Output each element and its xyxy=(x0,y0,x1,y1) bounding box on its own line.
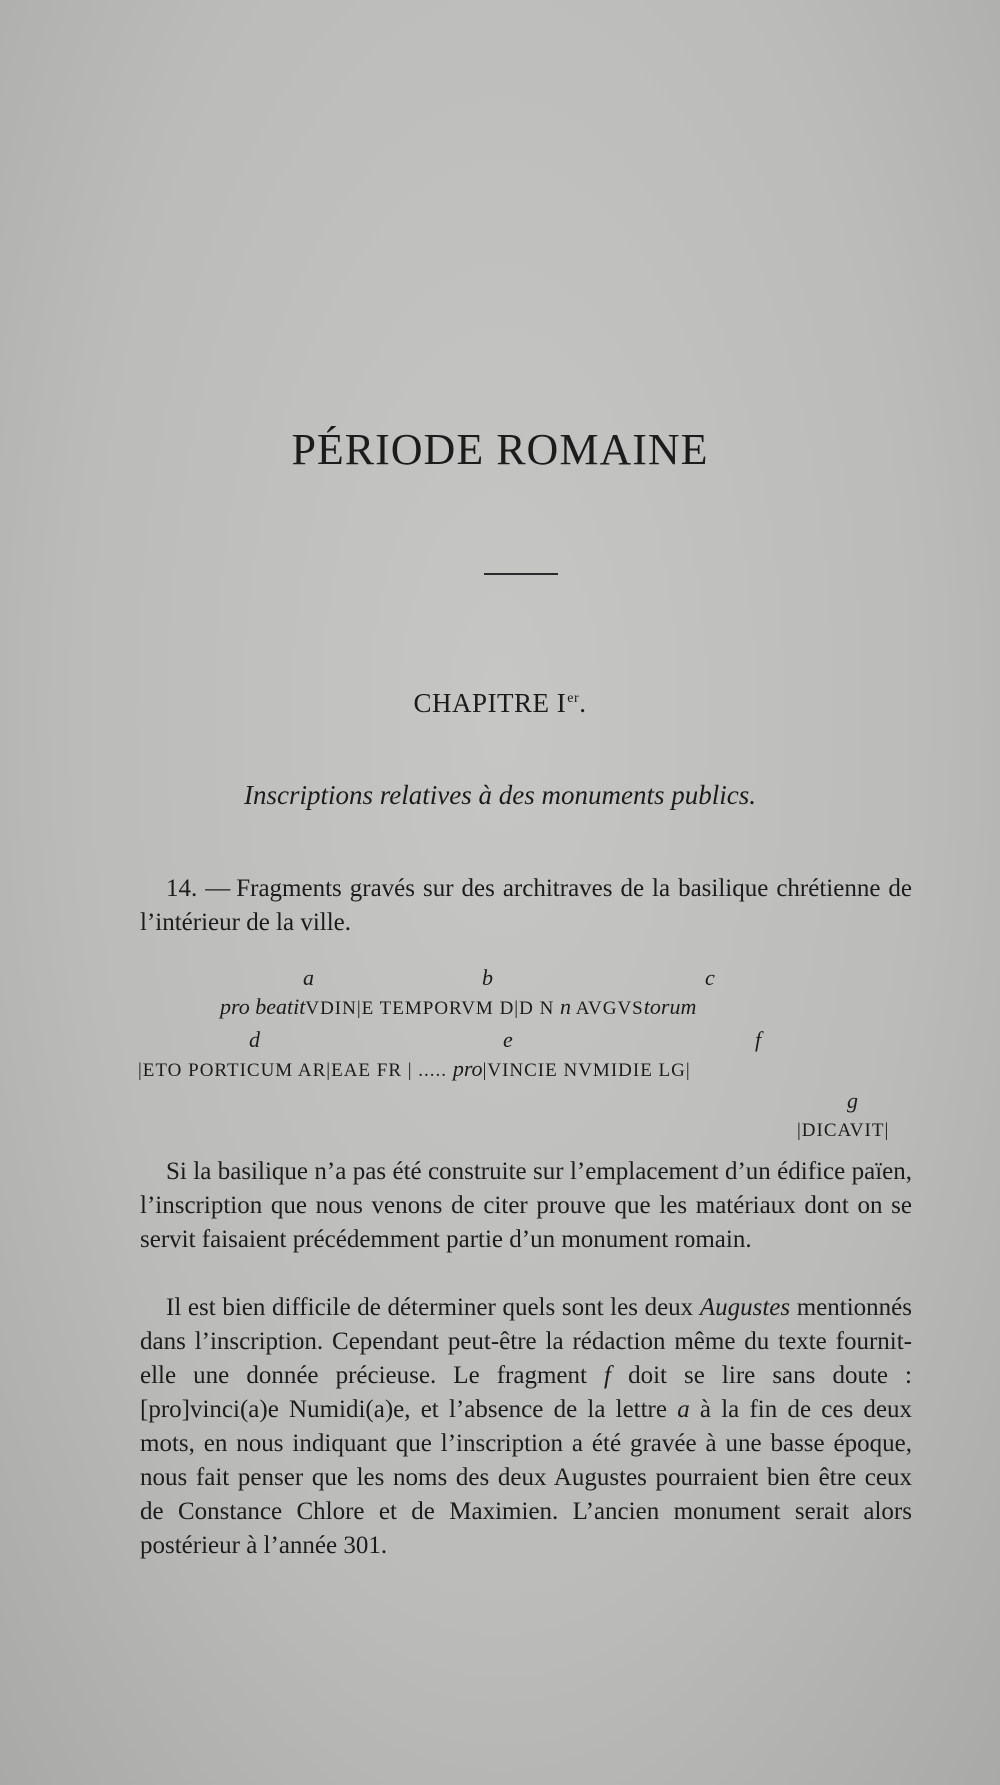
paragraph-2-italic2: f xyxy=(604,1362,611,1389)
paragraph-1-text: Si la basilique n’a pas été construite sur l’emplacement d’un édifice païen, l’inscription que nous venons de citer prouve que les matériaux dont on se servit faisaient précédemment partie d’un monument romain. xyxy=(140,1158,912,1253)
inscription-line-3 xyxy=(797,1117,889,1142)
entry-14 xyxy=(140,872,912,940)
title-rule xyxy=(484,573,558,575)
inscription-line1-part5: torum xyxy=(643,994,697,1019)
paragraph-2-italic1: Augustes xyxy=(699,1294,791,1321)
chapter-label: CHAPITRE I xyxy=(413,688,567,718)
fragment-label-a: a xyxy=(303,965,314,990)
paragraph-2-part4: à la fin de ces deux mots, en nous indiquant que l’inscription a été gravée à une basse époque, nous fait penser que les noms des deux Augustes pourraient bien être ceux de Constance Chlore et de Maximien. L’ancien monument serait alors postérieur à l’année 301. xyxy=(140,1396,912,1559)
paragraph-2 xyxy=(140,1291,912,1563)
inscription-line2-part2: pro xyxy=(452,1056,483,1081)
fragment-label-g: g xyxy=(847,1088,858,1113)
inscription-line2-part3: |VINCIE NVMIDIE LG| xyxy=(482,1060,691,1081)
entry-number: 14. — xyxy=(166,875,231,902)
inscription-line1-part1: pro beatit xyxy=(220,994,306,1019)
part-title: PÉRIODE ROMAINE xyxy=(291,425,709,474)
fragment-label-b: b xyxy=(482,965,493,990)
inscription-line1-part3: n xyxy=(560,994,572,1019)
inscription-line-1 xyxy=(220,994,696,1020)
chapter-subtitle: Inscriptions relatives à des monuments publics. xyxy=(244,780,756,810)
inscription-line1-part4: AVGVS xyxy=(571,998,644,1019)
paragraph-2-part2: mentionnés dans l’inscription. Cependant peut-être la rédaction même du texte fournit-elle une donnée précieuse. Le fragment xyxy=(140,1294,912,1389)
fragment-label-f: f xyxy=(755,1027,762,1052)
inscription-line-2 xyxy=(138,1056,691,1082)
paragraph-2-part1: Il est bien difficile de déterminer quels sont les deux xyxy=(166,1294,700,1321)
paragraph-1 xyxy=(140,1155,912,1257)
inscription-line3-text: |DICAVIT| xyxy=(797,1120,890,1141)
chapter-heading xyxy=(0,688,1000,719)
inscription-line1-part2: VDIN|E TEMPORVM D|D N xyxy=(305,998,561,1019)
paragraph-2-italic3: a xyxy=(677,1396,690,1423)
chapter-suffix: . xyxy=(579,688,587,718)
chapter-superscript: er xyxy=(567,691,580,706)
fragment-label-c: c xyxy=(705,965,715,990)
paragraph-2-part3: doit se lire sans doute : [pro]vinci(a)e Numidi(a)e, et l’absence de la lettre xyxy=(140,1362,913,1423)
fragment-label-e: e xyxy=(503,1027,513,1052)
inscription-line2-part1: |ETO PORTICUM AR|EAE FR | ..... xyxy=(138,1060,453,1081)
fragment-label-d: d xyxy=(249,1027,260,1052)
entry-text: Fragments gravés sur des architraves de la basilique chrétienne de l’intérieur de la ville. xyxy=(140,875,912,936)
